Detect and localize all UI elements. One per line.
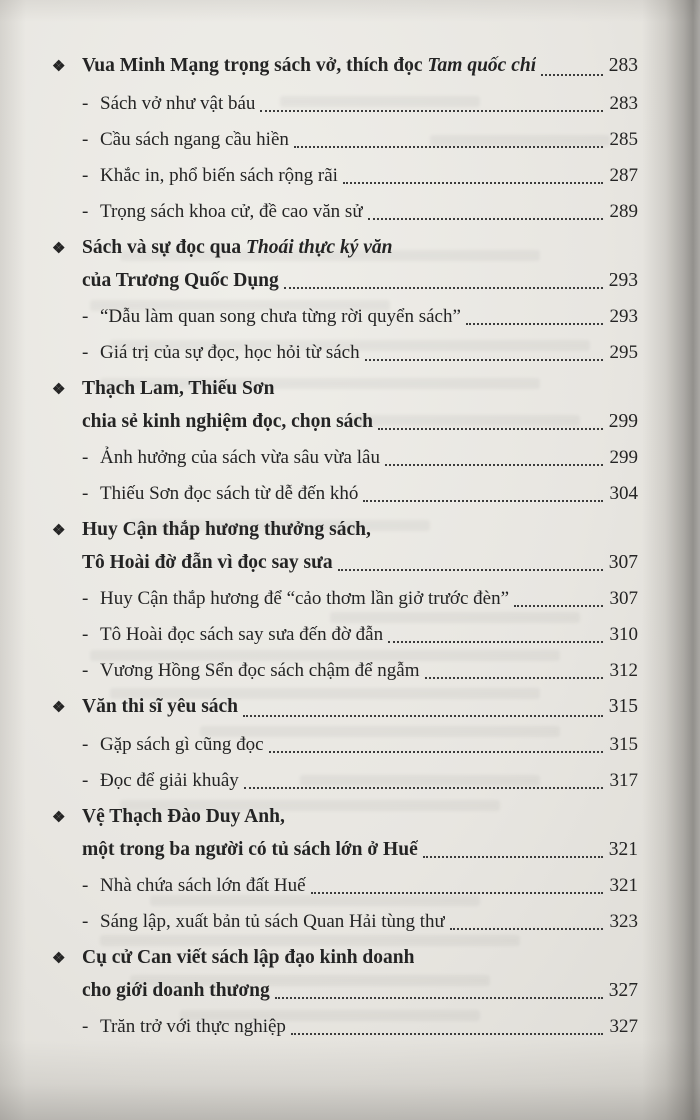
toc-line xyxy=(82,301,638,332)
sub-dash-icon: - xyxy=(82,129,89,150)
page-number: 299 xyxy=(609,447,638,468)
toc-title-text xyxy=(100,196,363,227)
sub-dash-icon: - xyxy=(82,734,89,755)
toc-title-text xyxy=(100,160,338,191)
title-segment: Tô Hoài đờ đẫn vì đọc say sưa xyxy=(82,552,333,573)
toc-line xyxy=(82,88,638,119)
toc-title-text xyxy=(82,691,238,722)
page-number: 289 xyxy=(609,201,638,222)
toc-line xyxy=(82,870,638,901)
toc-line xyxy=(52,265,638,296)
toc-line xyxy=(82,196,638,227)
sub-dash-icon: - xyxy=(82,875,89,896)
title-segment: Trọng sách khoa cử, đề cao văn sử xyxy=(100,201,363,222)
toc-chapter-entry xyxy=(52,232,638,296)
title-segment: “Dẫu làm quan song chưa từng rời quyển sách” xyxy=(100,306,461,327)
toc-title-text xyxy=(100,337,360,368)
title-segment: Vương Hồng Sển đọc sách chậm để ngẫm xyxy=(100,660,420,681)
title-segment: Gặp sách gì cũng đọc xyxy=(100,734,264,755)
toc-title-text xyxy=(82,50,536,81)
page-number: 285 xyxy=(609,129,638,150)
toc-line xyxy=(52,547,638,578)
toc-line xyxy=(52,801,638,834)
sub-dash-icon: - xyxy=(82,588,89,609)
toc-line xyxy=(52,514,638,547)
title-segment: Thiếu Sơn đọc sách từ dễ đến khó xyxy=(100,483,359,504)
toc-title-text xyxy=(100,1011,286,1042)
page-number: 327 xyxy=(609,1016,638,1037)
title-segment: Thạch Lam, Thiếu Sơn xyxy=(82,378,275,399)
toc-line xyxy=(52,975,638,1006)
page-number: 321 xyxy=(609,875,638,896)
toc-title-text xyxy=(82,547,333,578)
toc-sub-entry xyxy=(82,124,638,155)
dot-leader xyxy=(282,265,605,296)
toc-line xyxy=(52,834,638,865)
dot-leader xyxy=(423,655,605,686)
chapter-bullet-icon: ❖ xyxy=(52,700,66,716)
toc-sub-entry xyxy=(82,337,638,368)
toc-line xyxy=(82,442,638,473)
title-segment: Vệ Thạch Đào Duy Anh, xyxy=(82,806,285,827)
toc-line xyxy=(82,478,638,509)
toc-sub-entry xyxy=(82,88,638,119)
title-segment: Đọc để giải khuây xyxy=(100,770,239,791)
title-segment: Huy Cận thắp hương thưởng sách, xyxy=(82,519,371,540)
toc-line xyxy=(82,906,638,937)
title-segment: Văn thi sĩ yêu sách xyxy=(82,696,239,717)
sub-dash-icon: - xyxy=(82,1016,89,1037)
title-segment: Sách và sự đọc qua xyxy=(82,237,246,258)
toc-line xyxy=(82,765,638,796)
sub-dash-icon: - xyxy=(82,660,89,681)
toc-chapter-entry xyxy=(52,514,638,578)
page-number: 315 xyxy=(608,696,638,717)
sub-dash-icon: - xyxy=(82,770,89,791)
page-edge-shadow-bottom xyxy=(0,1040,700,1120)
toc-title-text xyxy=(82,373,275,404)
dot-leader xyxy=(341,160,605,191)
page-number: 304 xyxy=(609,483,638,504)
dot-leader xyxy=(273,975,605,1006)
toc-title-text xyxy=(100,619,383,650)
sub-dash-icon: - xyxy=(82,165,89,186)
title-segment: Tô Hoài đọc sách say sưa đến đờ đẫn xyxy=(100,624,384,645)
title-segment: Cụ cử Can viết sách lập đạo kinh doanh xyxy=(82,947,415,968)
toc-title-text xyxy=(100,478,358,509)
toc-title-text xyxy=(100,870,306,901)
toc-line xyxy=(82,160,638,191)
toc-line xyxy=(52,942,638,975)
dot-leader xyxy=(386,619,605,650)
toc-title-text xyxy=(100,301,461,332)
dot-leader xyxy=(258,88,605,119)
sub-dash-icon: - xyxy=(82,306,89,327)
title-segment: Vua Minh Mạng trọng sách vở, thích đọc xyxy=(82,55,428,76)
title-segment: Nhà chứa sách lớn đất Huế xyxy=(100,875,306,896)
toc-title-text xyxy=(100,729,264,760)
toc-sub-entry xyxy=(82,583,638,614)
toc-sub-entry xyxy=(82,906,638,937)
page-number: 283 xyxy=(608,55,638,76)
dot-leader xyxy=(448,906,605,937)
page-number: 310 xyxy=(609,624,638,645)
toc-line xyxy=(82,337,638,368)
toc-title-text xyxy=(82,232,393,263)
toc-sub-entry xyxy=(82,729,638,760)
dot-leader xyxy=(539,50,605,83)
toc-title-text xyxy=(82,514,371,545)
chapter-bullet-icon: ❖ xyxy=(52,241,66,257)
dot-leader xyxy=(289,1011,605,1042)
sub-dash-icon: - xyxy=(82,342,89,363)
sub-dash-icon: - xyxy=(82,624,89,645)
toc-chapter-entry xyxy=(52,50,638,83)
dot-leader xyxy=(361,478,605,509)
toc-line xyxy=(52,50,638,83)
page-number: 307 xyxy=(609,588,638,609)
toc-line xyxy=(82,124,638,155)
toc-sub-entry xyxy=(82,655,638,686)
toc-chapter-entry xyxy=(52,801,638,865)
title-segment: của Trương Quốc Dụng xyxy=(82,270,279,291)
sub-dash-icon: - xyxy=(82,483,89,504)
dot-leader xyxy=(376,406,605,437)
toc-sub-entry xyxy=(82,301,638,332)
title-segment: Cầu sách ngang cầu hiền xyxy=(100,129,289,150)
dot-leader xyxy=(512,583,605,614)
chapter-bullet-icon: ❖ xyxy=(52,59,66,75)
toc-line xyxy=(52,232,638,265)
toc-sub-entry xyxy=(82,619,638,650)
toc-title-text xyxy=(82,834,418,865)
title-segment: Giá trị của sự đọc, học hỏi từ sách xyxy=(100,342,360,363)
toc-title-text xyxy=(100,88,255,119)
page-number: 293 xyxy=(609,306,638,327)
page-number: 287 xyxy=(609,165,638,186)
dot-leader xyxy=(383,442,605,473)
title-segment: chia sẻ kinh nghiệm đọc, chọn sách xyxy=(82,411,373,432)
toc-title-text xyxy=(82,801,285,832)
sub-dash-icon: - xyxy=(82,93,89,114)
toc-line xyxy=(82,583,638,614)
page-number: 321 xyxy=(608,839,638,860)
toc-line xyxy=(52,691,638,724)
dot-leader xyxy=(309,870,605,901)
toc-title-text xyxy=(82,942,414,973)
toc-line xyxy=(82,1011,638,1042)
page-number: 283 xyxy=(609,93,638,114)
toc-title-text xyxy=(100,906,445,937)
toc-title-text xyxy=(100,124,289,155)
toc-sub-entry xyxy=(82,765,638,796)
dot-leader xyxy=(336,547,605,578)
dot-leader xyxy=(366,196,605,227)
toc-title-text xyxy=(100,655,420,686)
page-number: 327 xyxy=(608,980,638,1001)
title-segment: Sáng lập, xuất bản tủ sách Quan Hải tùng thư xyxy=(100,911,445,932)
toc-title-text xyxy=(82,975,270,1006)
title-segment: Khắc in, phổ biến sách rộng rãi xyxy=(100,165,338,186)
dot-leader xyxy=(464,301,605,332)
dot-leader xyxy=(241,691,605,724)
page-number: 312 xyxy=(609,660,638,681)
toc-chapter-entry xyxy=(52,691,638,724)
toc-title-text xyxy=(82,406,373,437)
chapter-bullet-icon: ❖ xyxy=(52,382,66,398)
toc-chapter-entry xyxy=(52,942,638,1006)
page-number: 299 xyxy=(608,411,638,432)
title-segment: Huy Cận thắp hương để “cảo thơm lần giở trước đèn” xyxy=(100,588,510,609)
toc-sub-entry xyxy=(82,442,638,473)
toc-line xyxy=(52,373,638,406)
toc-title-text xyxy=(100,442,380,473)
page-number: 315 xyxy=(609,734,638,755)
title-italic-segment: Thoái thực ký văn xyxy=(245,237,393,258)
dot-leader xyxy=(267,729,605,760)
toc-title-text xyxy=(100,583,509,614)
chapter-bullet-icon: ❖ xyxy=(52,951,66,967)
page-number: 293 xyxy=(608,270,638,291)
title-segment: Trăn trở với thực nghiệp xyxy=(100,1016,286,1037)
toc-sub-entry xyxy=(82,478,638,509)
toc-chapter-entry xyxy=(52,373,638,437)
toc-line xyxy=(82,619,638,650)
toc-line xyxy=(82,655,638,686)
toc-line xyxy=(52,406,638,437)
dot-leader xyxy=(292,124,605,155)
chapter-bullet-icon: ❖ xyxy=(52,810,66,826)
sub-dash-icon: - xyxy=(82,447,89,468)
toc-title-text xyxy=(100,765,239,796)
page-number: 295 xyxy=(609,342,638,363)
sub-dash-icon: - xyxy=(82,201,89,222)
sub-dash-icon: - xyxy=(82,911,89,932)
chapter-bullet-icon: ❖ xyxy=(52,523,66,539)
toc-line xyxy=(82,729,638,760)
title-segment: cho giới doanh thương xyxy=(82,980,270,1001)
dot-leader xyxy=(242,765,605,796)
page-number: 323 xyxy=(609,911,638,932)
toc-sub-entry xyxy=(82,160,638,191)
dot-leader xyxy=(421,834,605,865)
toc-sub-entry xyxy=(82,1011,638,1042)
page-number: 307 xyxy=(608,552,638,573)
toc-sub-entry xyxy=(82,870,638,901)
title-segment: một trong ba người có tủ sách lớn ở Huế xyxy=(82,839,418,860)
page-number: 317 xyxy=(609,770,638,791)
toc-sub-entry xyxy=(82,196,638,227)
title-segment: Ảnh hưởng của sách vừa sâu vừa lâu xyxy=(100,447,380,468)
title-segment: Sách vở như vật báu xyxy=(100,93,256,114)
dot-leader xyxy=(363,337,605,368)
title-italic-segment: Tam quốc chí xyxy=(427,55,537,76)
toc-title-text xyxy=(82,265,279,296)
